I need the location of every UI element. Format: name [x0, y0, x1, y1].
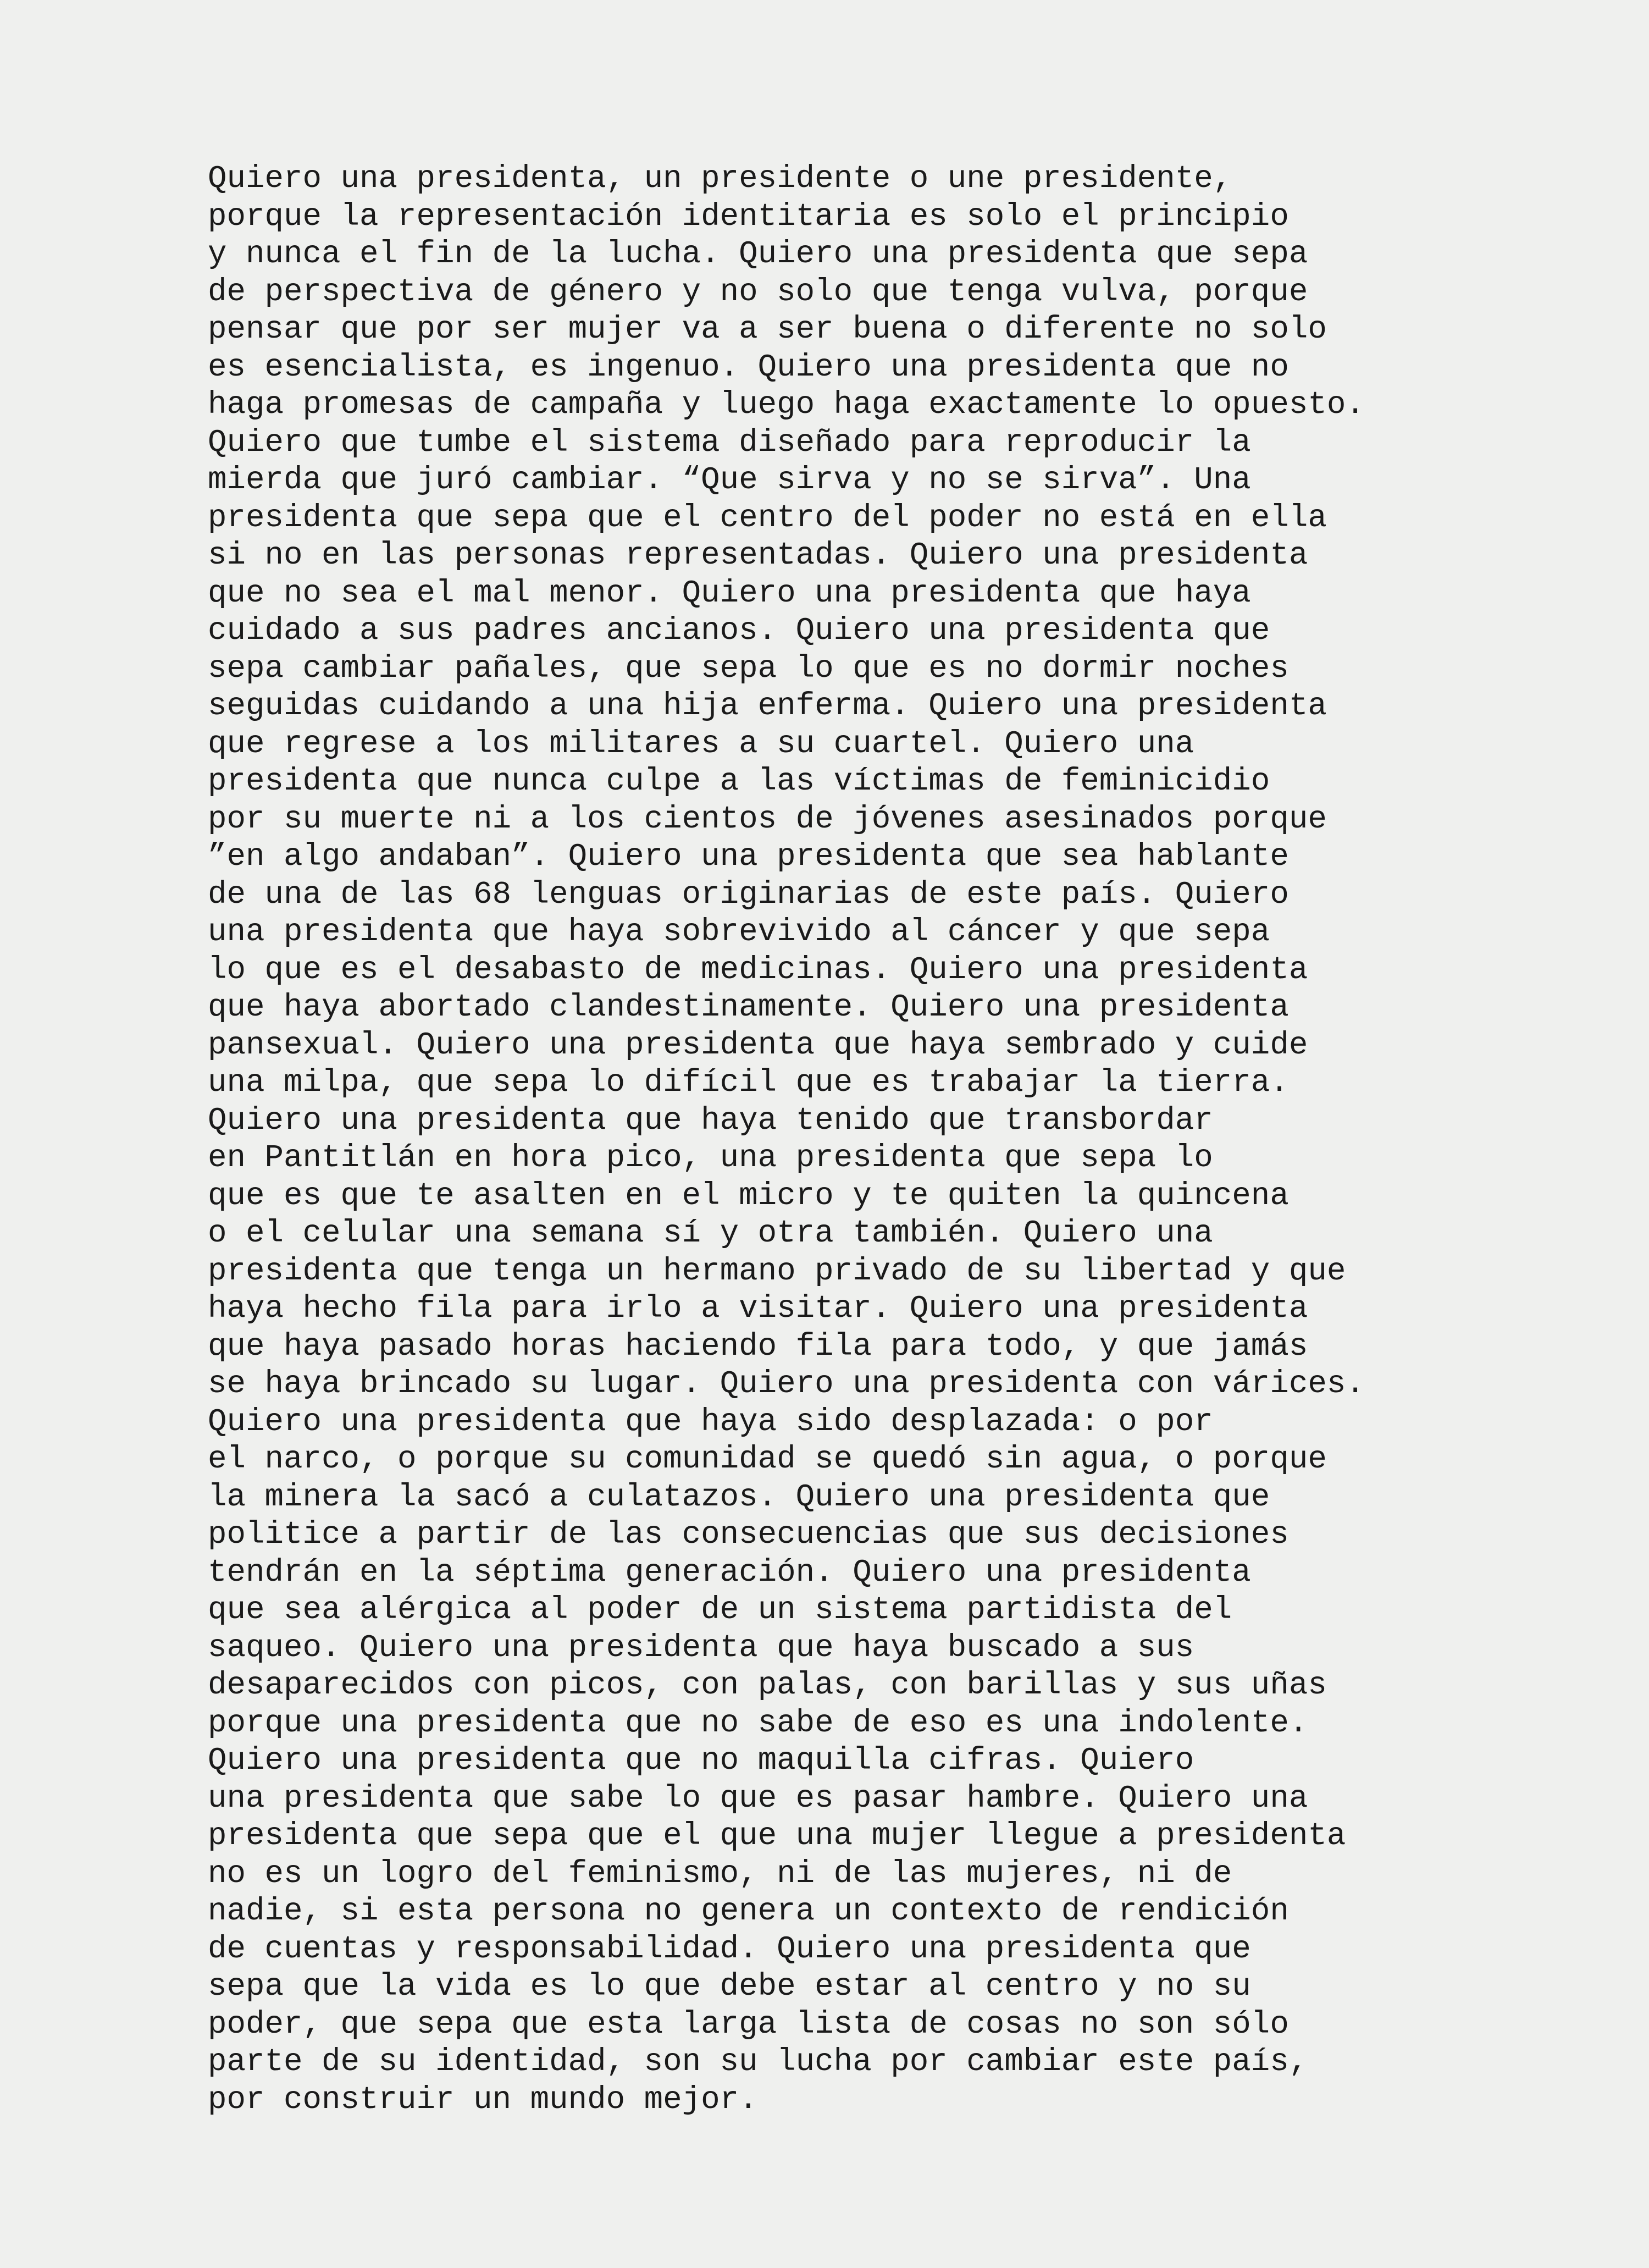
text-line: seguidas cuidando a una hija enferma. Quiero una presidenta	[208, 688, 1327, 724]
text-line: haya hecho fila para irlo a visitar. Quiero una presidenta	[208, 1291, 1308, 1327]
text-line: lo que es el desabasto de medicinas. Quiero una presidenta	[208, 952, 1308, 988]
text-line: por su muerte ni a los cientos de jóvenes asesinados porque	[208, 801, 1327, 837]
text-line: presidenta que sepa que el centro del poder no está en ella	[208, 500, 1327, 536]
text-line: en Pantitlán en hora pico, una presidenta que sepa lo	[208, 1140, 1213, 1176]
text-line: parte de su identidad, son su lucha por cambiar este país,	[208, 2044, 1308, 2080]
text-line: Quiero una presidenta que haya tenido que transbordar	[208, 1102, 1213, 1139]
text-line: una milpa, que sepa lo difícil que es trabajar la tierra.	[208, 1065, 1289, 1101]
text-line: nadie, si esta persona no genera un contexto de rendición	[208, 1894, 1289, 1929]
text-line: Quiero que tumbe el sistema diseñado para reproducir la	[208, 424, 1251, 461]
text-line: desaparecidos con picos, con palas, con barillas y sus uñas	[208, 1668, 1327, 1703]
text-line: que haya pasado horas haciendo fila para todo, y que jamás	[208, 1328, 1308, 1365]
text-line: poder, que sepa que esta larga lista de cosas no son sólo	[208, 2006, 1289, 2043]
text-line: haga promesas de campaña y luego haga exactamente lo opuesto.	[208, 387, 1365, 423]
text-line: no es un logro del feminismo, ni de las mujeres, ni de	[208, 1856, 1232, 1892]
text-line: presidenta que sepa que el que una mujer llegue a presidenta	[208, 1818, 1346, 1854]
text-line: por construir un mundo mejor.	[208, 2082, 758, 2118]
text-line: politice a partir de las consecuencias que sus decisiones	[208, 1517, 1289, 1553]
text-line: saqueo. Quiero una presidenta que haya buscado a sus	[208, 1630, 1194, 1666]
text-line: que regrese a los militares a su cuartel. Quiero una	[208, 726, 1194, 762]
text-line: de cuentas y responsabilidad. Quiero una presidenta que	[208, 1931, 1251, 1967]
text-line: Quiero una presidenta, un presidente o une presidente,	[208, 161, 1232, 197]
text-line: una presidenta que sabe lo que es pasar hambre. Quiero una	[208, 1780, 1308, 1817]
text-line: que no sea el mal menor. Quiero una presidenta que haya	[208, 575, 1251, 611]
text-line: la minera la sacó a culatazos. Quiero una presidenta que	[208, 1479, 1270, 1515]
text-line: pensar que por ser mujer va a ser buena o diferente no solo	[208, 312, 1327, 347]
text-line: o el celular una semana sí y otra también. Quiero una	[208, 1216, 1213, 1251]
text-line: que es que te asalten en el micro y te quiten la quincena	[208, 1178, 1289, 1214]
text-line: ”en algo andaban”. Quiero una presidenta que sea hablante	[208, 839, 1289, 875]
text-line: porque la representación identitaria es solo el principio	[208, 198, 1289, 235]
text-line: que haya abortado clandestinamente. Quiero una presidenta	[208, 990, 1289, 1025]
text-line: sepa que la vida es lo que debe estar al centro y no su	[208, 1969, 1251, 2005]
text-line: presidenta que nunca culpe a las víctimas de feminicidio	[208, 764, 1270, 799]
text-line: pansexual. Quiero una presidenta que haya sembrado y cuide	[208, 1027, 1308, 1063]
text-line: se haya brincado su lugar. Quiero una presidenta con várices.	[208, 1366, 1365, 1402]
text-line: que sea alérgica al poder de un sistema partidista del	[208, 1592, 1232, 1628]
text-line: Quiero una presidenta que no maquilla cifras. Quiero	[208, 1743, 1194, 1779]
text-line: de una de las 68 lenguas originarias de este país. Quiero	[208, 876, 1289, 913]
text-line: mierda que juró cambiar. “Que sirva y no se sirva”. Una	[208, 462, 1251, 498]
text-line: tendrán en la séptima generación. Quiero una presidenta	[208, 1554, 1251, 1591]
text-line: si no en las personas representadas. Quiero una presidenta	[208, 538, 1308, 573]
text-line: el narco, o porque su comunidad se quedó sin agua, o porque	[208, 1442, 1327, 1477]
text-line: porque una presidenta que no sabe de eso es una indolente.	[208, 1705, 1308, 1741]
text-line: cuidado a sus padres ancianos. Quiero una presidenta que	[208, 613, 1270, 649]
text-line: de perspectiva de género y no solo que tenga vulva, porque	[208, 274, 1308, 310]
text-line: presidenta que tenga un hermano privado de su libertad y que	[208, 1253, 1346, 1289]
text-line: es esencialista, es ingenuo. Quiero una presidenta que no	[208, 349, 1289, 385]
text-line: y nunca el fin de la lucha. Quiero una presidenta que sepa	[208, 236, 1308, 272]
text-line: una presidenta que haya sobrevivido al cáncer y que sepa	[208, 914, 1270, 950]
manifesto-text-block	[208, 161, 1472, 2119]
text-line: sepa cambiar pañales, que sepa lo que es no dormir noches	[208, 650, 1289, 687]
text-line: Quiero una presidenta que haya sido desplazada: o por	[208, 1404, 1213, 1440]
